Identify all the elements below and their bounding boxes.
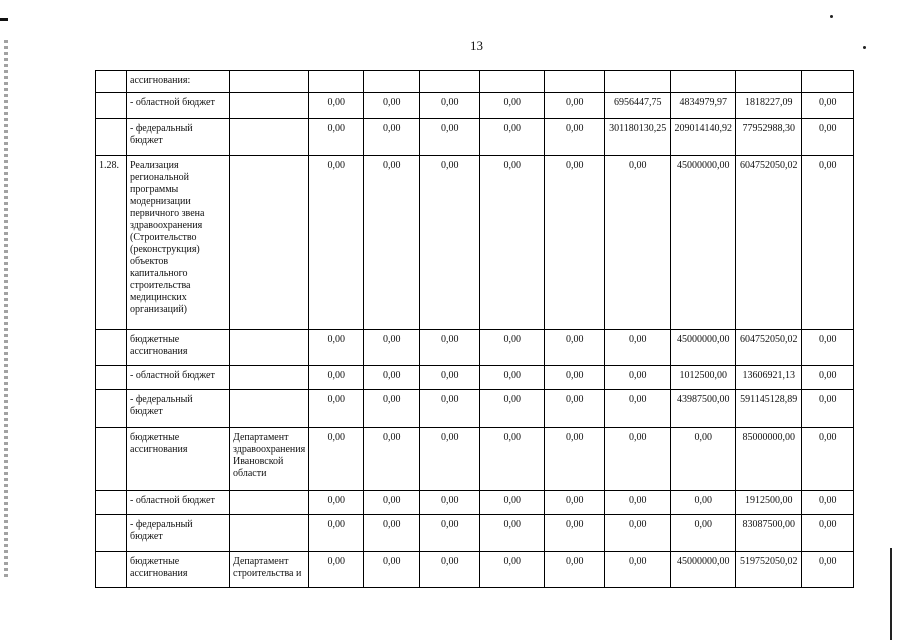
value-cell: 0,00	[364, 515, 420, 552]
department-cell	[230, 93, 309, 119]
value-cell: 0,00	[420, 93, 480, 119]
value-cell: 0,00	[802, 491, 854, 515]
department-cell	[230, 71, 309, 93]
scan-edge-mark	[0, 18, 8, 21]
row-label-cell: - федеральный бюджет	[127, 515, 230, 552]
value-cell: 0,00	[309, 428, 364, 491]
value-cell: 0,00	[420, 330, 480, 366]
value-cell: 45000000,00	[671, 156, 736, 330]
department-cell	[230, 119, 309, 156]
value-cell: 604752050,02	[736, 156, 802, 330]
value-cell: 0,00	[480, 491, 545, 515]
value-cell: 0,00	[309, 156, 364, 330]
department-cell: Департамент здравоохранения Ивановской области	[230, 428, 309, 491]
table-row	[96, 428, 854, 491]
value-cell	[364, 71, 420, 93]
value-cell: 0,00	[364, 390, 420, 428]
value-cell: 0,00	[364, 93, 420, 119]
value-cell: 0,00	[309, 93, 364, 119]
value-cell: 0,00	[480, 552, 545, 588]
value-cell: 0,00	[364, 119, 420, 156]
value-cell: 0,00	[309, 330, 364, 366]
value-cell: 0,00	[480, 93, 545, 119]
row-label-cell: Реализация региональной программы модернизации первичного звена здравоохранения (Строительство (реконструкция) объектов капитального строительства медицинских организаций)	[127, 156, 230, 330]
row-label-cell: бюджетные ассигнования	[127, 428, 230, 491]
row-label-cell: - областной бюджет	[127, 366, 230, 390]
row-number-cell	[96, 366, 127, 390]
value-cell: 0,00	[420, 119, 480, 156]
value-cell: 0,00	[545, 552, 605, 588]
row-label-cell: ассигнования:	[127, 71, 230, 93]
value-cell: 13606921,13	[736, 366, 802, 390]
department-cell	[230, 515, 309, 552]
value-cell: 0,00	[545, 156, 605, 330]
value-cell: 0,00	[545, 428, 605, 491]
budget-table	[95, 70, 854, 588]
value-cell: 85000000,00	[736, 428, 802, 491]
value-cell: 0,00	[802, 93, 854, 119]
value-cell: 0,00	[802, 390, 854, 428]
value-cell: 0,00	[420, 552, 480, 588]
value-cell: 0,00	[364, 366, 420, 390]
table-row	[96, 366, 854, 390]
value-cell: 1912500,00	[736, 491, 802, 515]
value-cell: 0,00	[364, 491, 420, 515]
value-cell: 519752050,02	[736, 552, 802, 588]
row-number-cell	[96, 71, 127, 93]
department-cell	[230, 156, 309, 330]
value-cell: 0,00	[480, 330, 545, 366]
row-label-cell: бюджетные ассигнования	[127, 552, 230, 588]
row-number-cell	[96, 491, 127, 515]
row-label-cell: - областной бюджет	[127, 491, 230, 515]
row-number-cell: 1.28.	[96, 156, 127, 330]
row-label-cell: - федеральный бюджет	[127, 390, 230, 428]
value-cell: 0,00	[480, 156, 545, 330]
table-row	[96, 515, 854, 552]
row-label-cell: - федеральный бюджет	[127, 119, 230, 156]
row-number-cell	[96, 119, 127, 156]
row-number-cell	[96, 515, 127, 552]
value-cell: 0,00	[480, 366, 545, 390]
value-cell: 0,00	[802, 366, 854, 390]
value-cell: 0,00	[420, 366, 480, 390]
value-cell: 45000000,00	[671, 552, 736, 588]
table-row	[96, 71, 854, 93]
value-cell: 0,00	[480, 428, 545, 491]
value-cell: 0,00	[802, 428, 854, 491]
value-cell: 0,00	[420, 156, 480, 330]
value-cell: 0,00	[802, 156, 854, 330]
value-cell: 0,00	[605, 515, 671, 552]
value-cell: 0,00	[605, 330, 671, 366]
value-cell: 0,00	[605, 390, 671, 428]
value-cell	[420, 71, 480, 93]
value-cell: 43987500,00	[671, 390, 736, 428]
row-number-cell	[96, 428, 127, 491]
value-cell: 0,00	[309, 552, 364, 588]
value-cell: 0,00	[545, 93, 605, 119]
row-label-cell: бюджетные ассигнования	[127, 330, 230, 366]
value-cell: 604752050,02	[736, 330, 802, 366]
value-cell: 0,00	[545, 119, 605, 156]
value-cell: 0,00	[671, 515, 736, 552]
value-cell: 0,00	[420, 428, 480, 491]
value-cell: 1012500,00	[671, 366, 736, 390]
department-cell	[230, 330, 309, 366]
value-cell: 77952988,30	[736, 119, 802, 156]
value-cell: 591145128,89	[736, 390, 802, 428]
value-cell: 0,00	[309, 119, 364, 156]
value-cell	[736, 71, 802, 93]
value-cell: 0,00	[364, 156, 420, 330]
value-cell: 1818227,09	[736, 93, 802, 119]
value-cell	[605, 71, 671, 93]
scan-speck	[830, 15, 833, 18]
value-cell: 0,00	[605, 366, 671, 390]
scan-speck	[863, 46, 866, 49]
row-number-cell	[96, 93, 127, 119]
value-cell: 0,00	[309, 515, 364, 552]
value-cell: 0,00	[364, 552, 420, 588]
table-row	[96, 119, 854, 156]
row-number-cell	[96, 330, 127, 366]
value-cell	[671, 71, 736, 93]
value-cell	[545, 71, 605, 93]
value-cell: 0,00	[545, 390, 605, 428]
value-cell: 0,00	[480, 515, 545, 552]
value-cell: 0,00	[309, 366, 364, 390]
value-cell: 0,00	[545, 515, 605, 552]
value-cell: 209014140,92	[671, 119, 736, 156]
scan-right-edge	[890, 548, 892, 640]
table-row	[96, 390, 854, 428]
table-row	[96, 156, 854, 330]
row-number-cell	[96, 390, 127, 428]
department-cell: Департамент строительства и	[230, 552, 309, 588]
department-cell	[230, 366, 309, 390]
value-cell: 0,00	[671, 491, 736, 515]
table-row	[96, 93, 854, 119]
value-cell: 45000000,00	[671, 330, 736, 366]
value-cell	[480, 71, 545, 93]
value-cell	[802, 71, 854, 93]
value-cell: 0,00	[364, 428, 420, 491]
value-cell: 0,00	[605, 428, 671, 491]
value-cell: 0,00	[545, 366, 605, 390]
value-cell	[309, 71, 364, 93]
value-cell: 0,00	[309, 390, 364, 428]
table-row	[96, 552, 854, 588]
value-cell: 0,00	[420, 515, 480, 552]
scan-left-edge	[4, 40, 8, 580]
value-cell: 0,00	[802, 330, 854, 366]
value-cell: 0,00	[605, 156, 671, 330]
value-cell: 6956447,75	[605, 93, 671, 119]
department-cell	[230, 390, 309, 428]
value-cell: 0,00	[309, 491, 364, 515]
value-cell: 0,00	[605, 491, 671, 515]
page-number: 13	[470, 38, 483, 53]
table-row	[96, 491, 854, 515]
value-cell: 0,00	[364, 330, 420, 366]
row-number-cell	[96, 552, 127, 588]
value-cell: 301180130,25	[605, 119, 671, 156]
value-cell: 0,00	[480, 119, 545, 156]
value-cell: 0,00	[420, 491, 480, 515]
value-cell: 0,00	[605, 552, 671, 588]
value-cell: 0,00	[671, 428, 736, 491]
value-cell: 0,00	[545, 491, 605, 515]
table-row	[96, 330, 854, 366]
value-cell: 0,00	[802, 515, 854, 552]
value-cell: 4834979,97	[671, 93, 736, 119]
value-cell: 0,00	[545, 330, 605, 366]
value-cell: 0,00	[802, 552, 854, 588]
department-cell	[230, 491, 309, 515]
value-cell: 0,00	[480, 390, 545, 428]
value-cell: 0,00	[802, 119, 854, 156]
row-label-cell: - областной бюджет	[127, 93, 230, 119]
value-cell: 83087500,00	[736, 515, 802, 552]
value-cell: 0,00	[420, 390, 480, 428]
